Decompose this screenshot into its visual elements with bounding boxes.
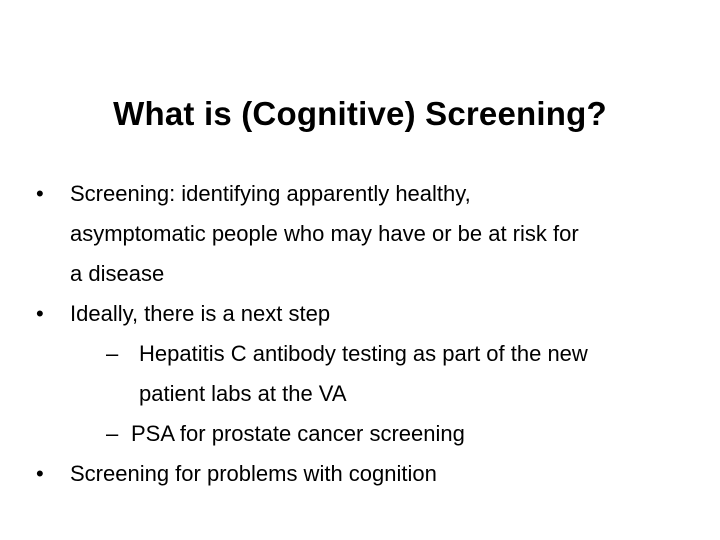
dash-marker: – [106,421,119,446]
dash-marker: – [106,341,119,366]
bullet-line: a disease [70,261,165,286]
bullet-marker: • [36,461,44,486]
bullet-text [70,294,696,334]
bullet-line: Screening for problems with cognition [70,461,437,486]
bullet-text [70,454,696,494]
bullet-line: PSA for prostate cancer screening [131,421,465,446]
bullet-item-next-step [36,294,696,334]
bullet-text [70,174,696,294]
bullet-line: asymptomatic people who may have or be at risk for [70,221,579,246]
bullet-line: Screening: identifying apparently healthy, [70,181,471,206]
sub-bullet-hepatitis-c [36,334,696,414]
slide-title: What is (Cognitive) Screening? [113,95,607,132]
bullet-line: Hepatitis C antibody testing as part of the new [139,341,588,366]
bullet-line: patient labs at the VA [139,381,347,406]
bullet-item-cognition [36,454,696,494]
bullet-item-screening-definition [36,174,696,294]
sub-bullet-psa [36,414,696,454]
bullet-list [36,174,696,494]
bullet-line: Ideally, there is a next step [70,301,331,326]
sub-bullet-text [131,414,696,454]
sub-bullet-text [139,334,696,414]
bullet-marker: • [36,181,44,206]
bullet-marker: • [36,301,44,326]
